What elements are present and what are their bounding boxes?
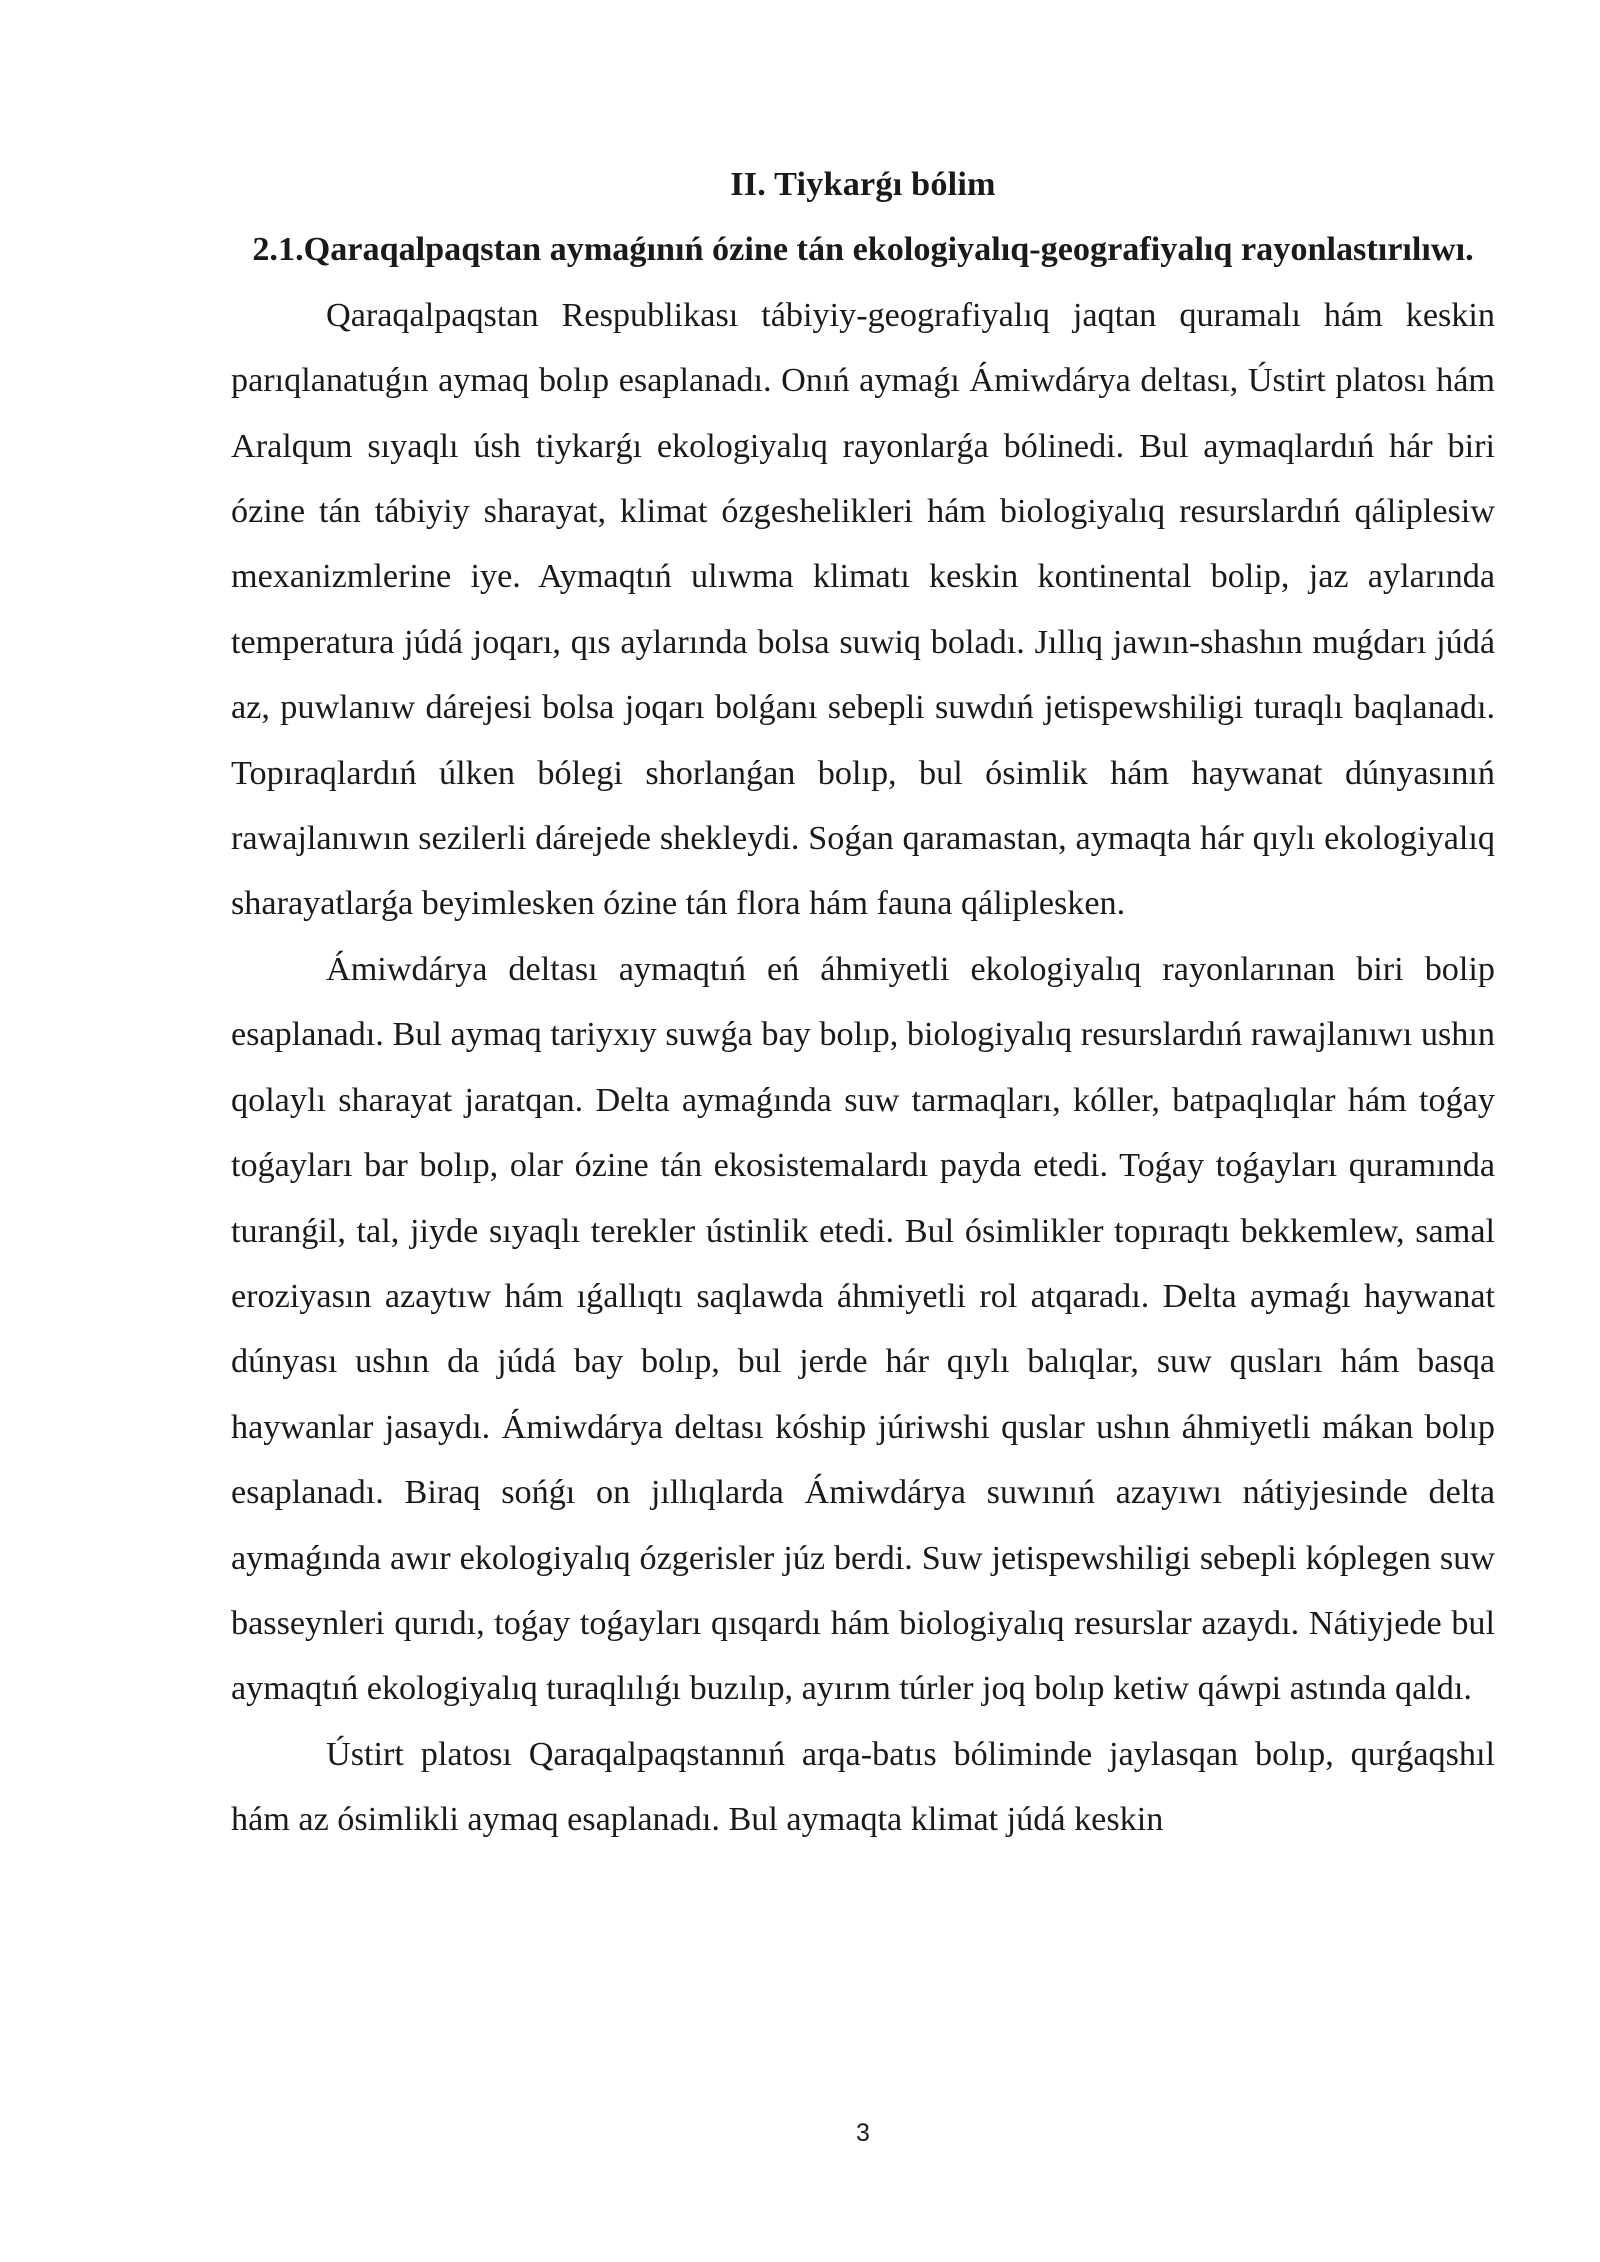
body-paragraph: Ústirt platosı Qaraqalpaqstannıń arqa-batıs bóliminde jaylasqan bolıp, qurǵaqshıl hám az ósimlikli aymaq esaplanadı. Bul aymaqta klimat júdá keskin	[231, 1735, 1495, 1839]
body-paragraph: Qaraqalpaqstan Respublikası tábiyiy-geografiyalıq jaqtan quramalı hám keskin parıqlanatuǵın aymaq bolıp esaplanadı. Onıń aymaǵı Ámiwdárya deltası, Ústirt platosı hám Aralqum sıyaqlı úsh tiykarǵı ekologiyalıq rayonlarǵa bólinedi. Bul aymaqlardıń hár biri ózine tán tábiyiy sharayat, klimat ózgeshelikleri hám biologiyalıq resurslardıń qáliplesiw mexanizmlerine iye. Aymaqtıń ulıwma klimatı keskin kontinental bolip, jaz aylarında temperatura júdá joqarı, qıs aylarında bolsa suwiq boladı. Jıllıq jawın-shashın muǵdarı júdá az, puwlanıw dárejesi bolsa joqarı bolǵanı sebepli suwdıń jetispewshiligi turaqlı baqlanadı. Topıraqlardıń úlken bólegi shorlanǵan bolıp, bul ósimlik hám haywanat dúnyasınıń rawajlanıwın sezilerli dárejede shekleydi. Soǵan qaramastan, aymaqta hár qıylı ekologiyalıq sharayatlarǵa beyimlesken ózine tán flora hám fauna qáliplesken.	[231, 296, 1495, 923]
section-title: II. Tiykarǵı bólim	[730, 166, 996, 203]
body-paragraph: Ámiwdárya deltası aymaqtıń eń áhmiyetli ekologiyalıq rayonlarınan biri bolip esaplanadı. Bul aymaq tariyxıy suwǵa bay bolıp, biologiyalıq resurslardıń rawajlanıwı ushın qolaylı sharayat jaratqan. Delta aymaǵında suw tarmaqları, kóller, batpaqlıqlar hám toǵay toǵayları bar bolıp, olar ózine tán ekosistemalardı payda etedi. Toǵay toǵayları quramında turanǵil, tal, jiyde sıyaqlı terekler ústinlik etedi. Bul ósimlikler topıraqtı bekkemlew, samal eroziyasın azaytıw hám ıǵallıqtı saqlawda áhmiyetli rol atqaradı. Delta aymaǵı haywanat dúnyası ushın da júdá bay bolıp, bul jerde hár qıylı balıqlar, suw qusları hám basqa haywanlar jasaydı. Ámiwdárya deltası kóship júriwshi quslar ushın áhmiyetli mákan bolıp esaplanadı. Biraq sońǵı on jıllıqlarda Ámiwdárya suwınıń azayıwı nátiyjesinde delta aymaǵında awır ekologiyalıq ózgerisler júz berdi. Suw jetispewshiligi sebepli kóplegen suw basseynleri qurıdı, toǵay toǵayları qısqardı hám biologiyalıq resurslar azaydı. Nátiyjede bul aymaqtıń ekologiyalıq turaqlılıǵı buzılıp, ayırım túrler joq bolıp ketiw qáwpi astında qaldı.	[231, 950, 1495, 1708]
document-body	[231, 152, 1495, 1853]
page-number: 3	[856, 2119, 870, 2147]
subsection-title: 2.1.Qaraqalpaqstan aymaǵınıń ózine tán ekologiyalıq-geografiyalıq rayonlastırılıwı.	[252, 231, 1474, 269]
